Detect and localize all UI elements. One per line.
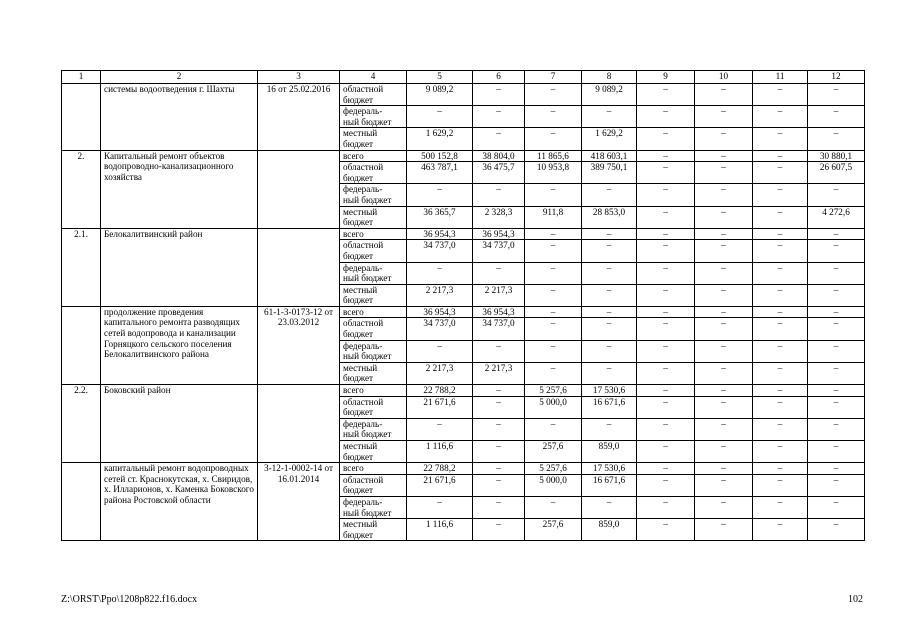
amount-cell: – [407,496,473,518]
amount-cell: – [407,184,473,206]
amount-cell: – [808,184,865,206]
amount-cell: – [637,340,695,362]
amount-cell: – [637,162,695,184]
table-row [62,228,865,240]
amount-cell: 9 089,2 [582,84,637,106]
amount-cell: – [407,106,473,128]
amount-cell: – [637,240,695,262]
amount-cell: – [637,228,695,240]
amount-cell: – [695,84,753,106]
column-number: 3 [258,71,340,84]
amount-cell: – [473,385,525,397]
amount-cell: – [637,284,695,306]
budget-source: федераль- ный бюджет [340,340,407,362]
amount-cell: – [808,362,865,384]
amount-cell: 2 217,3 [473,284,525,306]
amount-cell: 2 217,3 [407,284,473,306]
budget-source: местный бюджет [340,128,407,150]
amount-cell: – [582,240,637,262]
amount-cell: – [525,318,582,340]
budget-source: областной бюджет [340,84,407,106]
amount-cell: – [637,496,695,518]
amount-cell: – [753,84,808,106]
amount-cell: 257,6 [525,519,582,541]
amount-cell: 418 603,1 [582,150,637,162]
amount-cell: 911,8 [525,206,582,228]
amount-cell: – [753,463,808,475]
amount-cell: – [753,385,808,397]
amount-cell: – [695,519,753,541]
amount-cell: – [808,262,865,284]
amount-cell: – [808,463,865,475]
amount-cell: – [525,84,582,106]
amount-cell: – [525,496,582,518]
amount-cell: – [695,284,753,306]
amount-cell: 22 788,2 [407,385,473,397]
amount-cell: – [525,284,582,306]
amount-cell: – [582,362,637,384]
amount-cell: 34 737,0 [407,240,473,262]
table-body [62,71,865,541]
amount-cell: 17 530,6 [582,463,637,475]
amount-cell: – [695,441,753,463]
amount-cell: – [753,206,808,228]
amount-cell: – [582,318,637,340]
amount-cell: 1 116,6 [407,441,473,463]
document-ref: 3-12-1-0002-14 от 16.01.2014 [258,463,340,541]
amount-cell: 5 000,0 [525,396,582,418]
row-number: 2.2. [62,385,101,463]
amount-cell: 28 853,0 [582,206,637,228]
amount-cell: – [695,463,753,475]
budget-source: федераль- ный бюджет [340,106,407,128]
amount-cell: 859,0 [582,441,637,463]
column-number: 12 [808,71,865,84]
file-path: Z:\ORST\Ppo\1208p822.f16.docx [61,594,198,605]
amount-cell: 30 880,1 [808,150,865,162]
amount-cell: – [582,228,637,240]
budget-source: областной бюджет [340,474,407,496]
budget-source: всего [340,306,407,318]
row-number [62,306,101,384]
amount-cell: 1 116,6 [407,519,473,541]
budget-source: всего [340,228,407,240]
amount-cell: – [407,340,473,362]
amount-cell: – [582,184,637,206]
row-number [62,84,101,151]
amount-cell: – [473,262,525,284]
document-ref: 61-1-3-0173-12 от 23.03.2012 [258,306,340,384]
amount-cell: – [525,418,582,440]
amount-cell: – [582,306,637,318]
amount-cell: 17 530,6 [582,385,637,397]
amount-cell: – [637,206,695,228]
column-number: 11 [753,71,808,84]
row-number: 2. [62,150,101,228]
table-row [62,84,865,106]
amount-cell: – [808,385,865,397]
row-number: 2.1. [62,228,101,306]
amount-cell: 36 475,7 [473,162,525,184]
amount-cell: – [695,362,753,384]
amount-cell: 2 217,3 [407,362,473,384]
budget-source: федераль- ный бюджет [340,184,407,206]
amount-cell: – [637,474,695,496]
row-number [62,463,101,541]
document-ref: 16 от 25.02.2016 [258,84,340,151]
amount-cell: – [753,106,808,128]
amount-cell: 5 257,6 [525,463,582,475]
budget-source: всего [340,463,407,475]
amount-cell: – [753,362,808,384]
amount-cell: – [808,306,865,318]
column-number: 2 [101,71,258,84]
amount-cell: 34 737,0 [473,318,525,340]
budget-source: всего [340,150,407,162]
amount-cell: 1 629,2 [407,128,473,150]
amount-cell: – [753,519,808,541]
column-number: 8 [582,71,637,84]
amount-cell: 859,0 [582,519,637,541]
amount-cell: – [695,262,753,284]
amount-cell: – [808,418,865,440]
amount-cell: – [525,228,582,240]
amount-cell: – [473,519,525,541]
amount-cell: 36 954,3 [407,228,473,240]
budget-source: областной бюджет [340,318,407,340]
amount-cell: – [695,318,753,340]
budget-source: местный бюджет [340,206,407,228]
amount-cell: 463 787,1 [407,162,473,184]
amount-cell: – [637,84,695,106]
amount-cell: 38 804,0 [473,150,525,162]
amount-cell: – [637,150,695,162]
amount-cell: – [695,418,753,440]
table-row [62,306,865,318]
column-number: 6 [473,71,525,84]
amount-cell: 10 953,8 [525,162,582,184]
amount-cell: – [637,318,695,340]
column-number: 4 [340,71,407,84]
amount-cell: – [695,228,753,240]
budget-source: местный бюджет [340,519,407,541]
amount-cell: – [525,128,582,150]
amount-cell: – [582,418,637,440]
item-name: Капитальный ремонт объектов водопроводно-канализационного хозяйства [101,150,258,228]
amount-cell: – [407,418,473,440]
item-name: продолжение проведения капитального ремонта разводящих сетей водопровода и канализации Горняцкого сельского поселения Белокалитвинского района [101,306,258,384]
amount-cell: 2 328,3 [473,206,525,228]
amount-cell: – [808,441,865,463]
amount-cell: 36 954,3 [473,228,525,240]
amount-cell: – [525,340,582,362]
budget-source: местный бюджет [340,362,407,384]
amount-cell: – [473,463,525,475]
amount-cell: – [753,418,808,440]
amount-cell: – [637,519,695,541]
amount-cell: – [473,84,525,106]
item-name: Белокалитвинский район [101,228,258,306]
amount-cell: – [808,240,865,262]
amount-cell: – [473,441,525,463]
amount-cell: – [637,262,695,284]
amount-cell: – [695,206,753,228]
amount-cell: 4 272,6 [808,206,865,228]
amount-cell: – [637,128,695,150]
amount-cell: – [473,396,525,418]
amount-cell: – [695,106,753,128]
amount-cell: – [637,362,695,384]
amount-cell: – [808,128,865,150]
amount-cell: – [637,184,695,206]
amount-cell: 500 152,8 [407,150,473,162]
amount-cell: – [473,128,525,150]
amount-cell: – [808,284,865,306]
budget-table [61,70,865,541]
document-ref [258,150,340,228]
amount-cell: 36 365,7 [407,206,473,228]
item-name: системы водоотведения г. Шахты [101,84,258,151]
amount-cell: – [808,496,865,518]
amount-cell: – [582,262,637,284]
amount-cell: 5 000,0 [525,474,582,496]
amount-cell: – [582,284,637,306]
amount-cell: – [695,240,753,262]
amount-cell: 36 954,3 [407,306,473,318]
amount-cell: – [525,184,582,206]
budget-source: федераль- ный бюджет [340,418,407,440]
amount-cell: – [808,396,865,418]
amount-cell: – [753,240,808,262]
amount-cell: – [753,162,808,184]
amount-cell: – [753,150,808,162]
budget-source: федераль- ный бюджет [340,496,407,518]
amount-cell: – [808,474,865,496]
amount-cell: – [637,106,695,128]
amount-cell: – [808,84,865,106]
amount-cell: 2 217,3 [473,362,525,384]
amount-cell: – [753,340,808,362]
amount-cell: 257,6 [525,441,582,463]
amount-cell: 34 737,0 [473,240,525,262]
column-number: 5 [407,71,473,84]
amount-cell: – [525,306,582,318]
amount-cell: – [695,128,753,150]
amount-cell: – [525,106,582,128]
amount-cell: – [753,228,808,240]
amount-cell: 9 089,2 [407,84,473,106]
amount-cell: – [637,418,695,440]
budget-source: всего [340,385,407,397]
amount-cell: – [637,396,695,418]
table-row [62,150,865,162]
item-name: капитальный ремонт водопроводных сетей ст. Краснокутская, х. Свиридов, х. Илларионов, х. Каменка Боковского района Ростовской области [101,463,258,541]
budget-source: областной бюджет [340,162,407,184]
amount-cell: – [473,340,525,362]
amount-cell: – [753,496,808,518]
budget-source: местный бюджет [340,284,407,306]
amount-cell: 11 865,6 [525,150,582,162]
column-number-row [62,71,865,84]
budget-source: областной бюджет [340,240,407,262]
amount-cell: – [637,441,695,463]
amount-cell: – [407,262,473,284]
amount-cell: – [637,306,695,318]
item-name: Боковский район [101,385,258,463]
budget-source: местный бюджет [340,441,407,463]
page-number: 102 [848,594,863,605]
amount-cell: – [473,184,525,206]
amount-cell: 16 671,6 [582,474,637,496]
amount-cell: – [753,474,808,496]
amount-cell: – [473,106,525,128]
amount-cell: 34 737,0 [407,318,473,340]
budget-source: областной бюджет [340,396,407,418]
table-row [62,385,865,397]
document-ref [258,385,340,463]
amount-cell: – [695,385,753,397]
amount-cell: – [753,284,808,306]
table-row [62,463,865,475]
amount-cell: – [753,128,808,150]
amount-cell: – [582,106,637,128]
amount-cell: – [808,519,865,541]
column-number: 1 [62,71,101,84]
amount-cell: – [753,306,808,318]
amount-cell: 21 671,6 [407,396,473,418]
amount-cell: – [637,463,695,475]
amount-cell: – [753,396,808,418]
amount-cell: – [808,318,865,340]
amount-cell: – [695,496,753,518]
amount-cell: – [525,240,582,262]
amount-cell: – [753,262,808,284]
amount-cell: 389 750,1 [582,162,637,184]
amount-cell: – [753,318,808,340]
amount-cell: – [753,184,808,206]
amount-cell: 36 954,3 [473,306,525,318]
column-number: 10 [695,71,753,84]
amount-cell: 22 788,2 [407,463,473,475]
amount-cell: – [695,162,753,184]
amount-cell: – [808,340,865,362]
amount-cell: – [753,441,808,463]
amount-cell: 1 629,2 [582,128,637,150]
amount-cell: 16 671,6 [582,396,637,418]
document-ref [258,228,340,306]
amount-cell: – [473,418,525,440]
amount-cell: – [637,385,695,397]
column-number: 9 [637,71,695,84]
amount-cell: – [525,362,582,384]
amount-cell: – [808,106,865,128]
amount-cell: – [695,396,753,418]
amount-cell: – [695,474,753,496]
amount-cell: – [695,340,753,362]
amount-cell: – [695,306,753,318]
amount-cell: 5 257,6 [525,385,582,397]
amount-cell: 21 671,6 [407,474,473,496]
amount-cell: – [582,496,637,518]
amount-cell: – [808,228,865,240]
amount-cell: – [473,496,525,518]
column-number: 7 [525,71,582,84]
amount-cell: – [525,262,582,284]
amount-cell: – [582,340,637,362]
budget-source: федераль- ный бюджет [340,262,407,284]
amount-cell: – [695,150,753,162]
amount-cell: 26 607,5 [808,162,865,184]
amount-cell: – [695,184,753,206]
amount-cell: – [473,474,525,496]
